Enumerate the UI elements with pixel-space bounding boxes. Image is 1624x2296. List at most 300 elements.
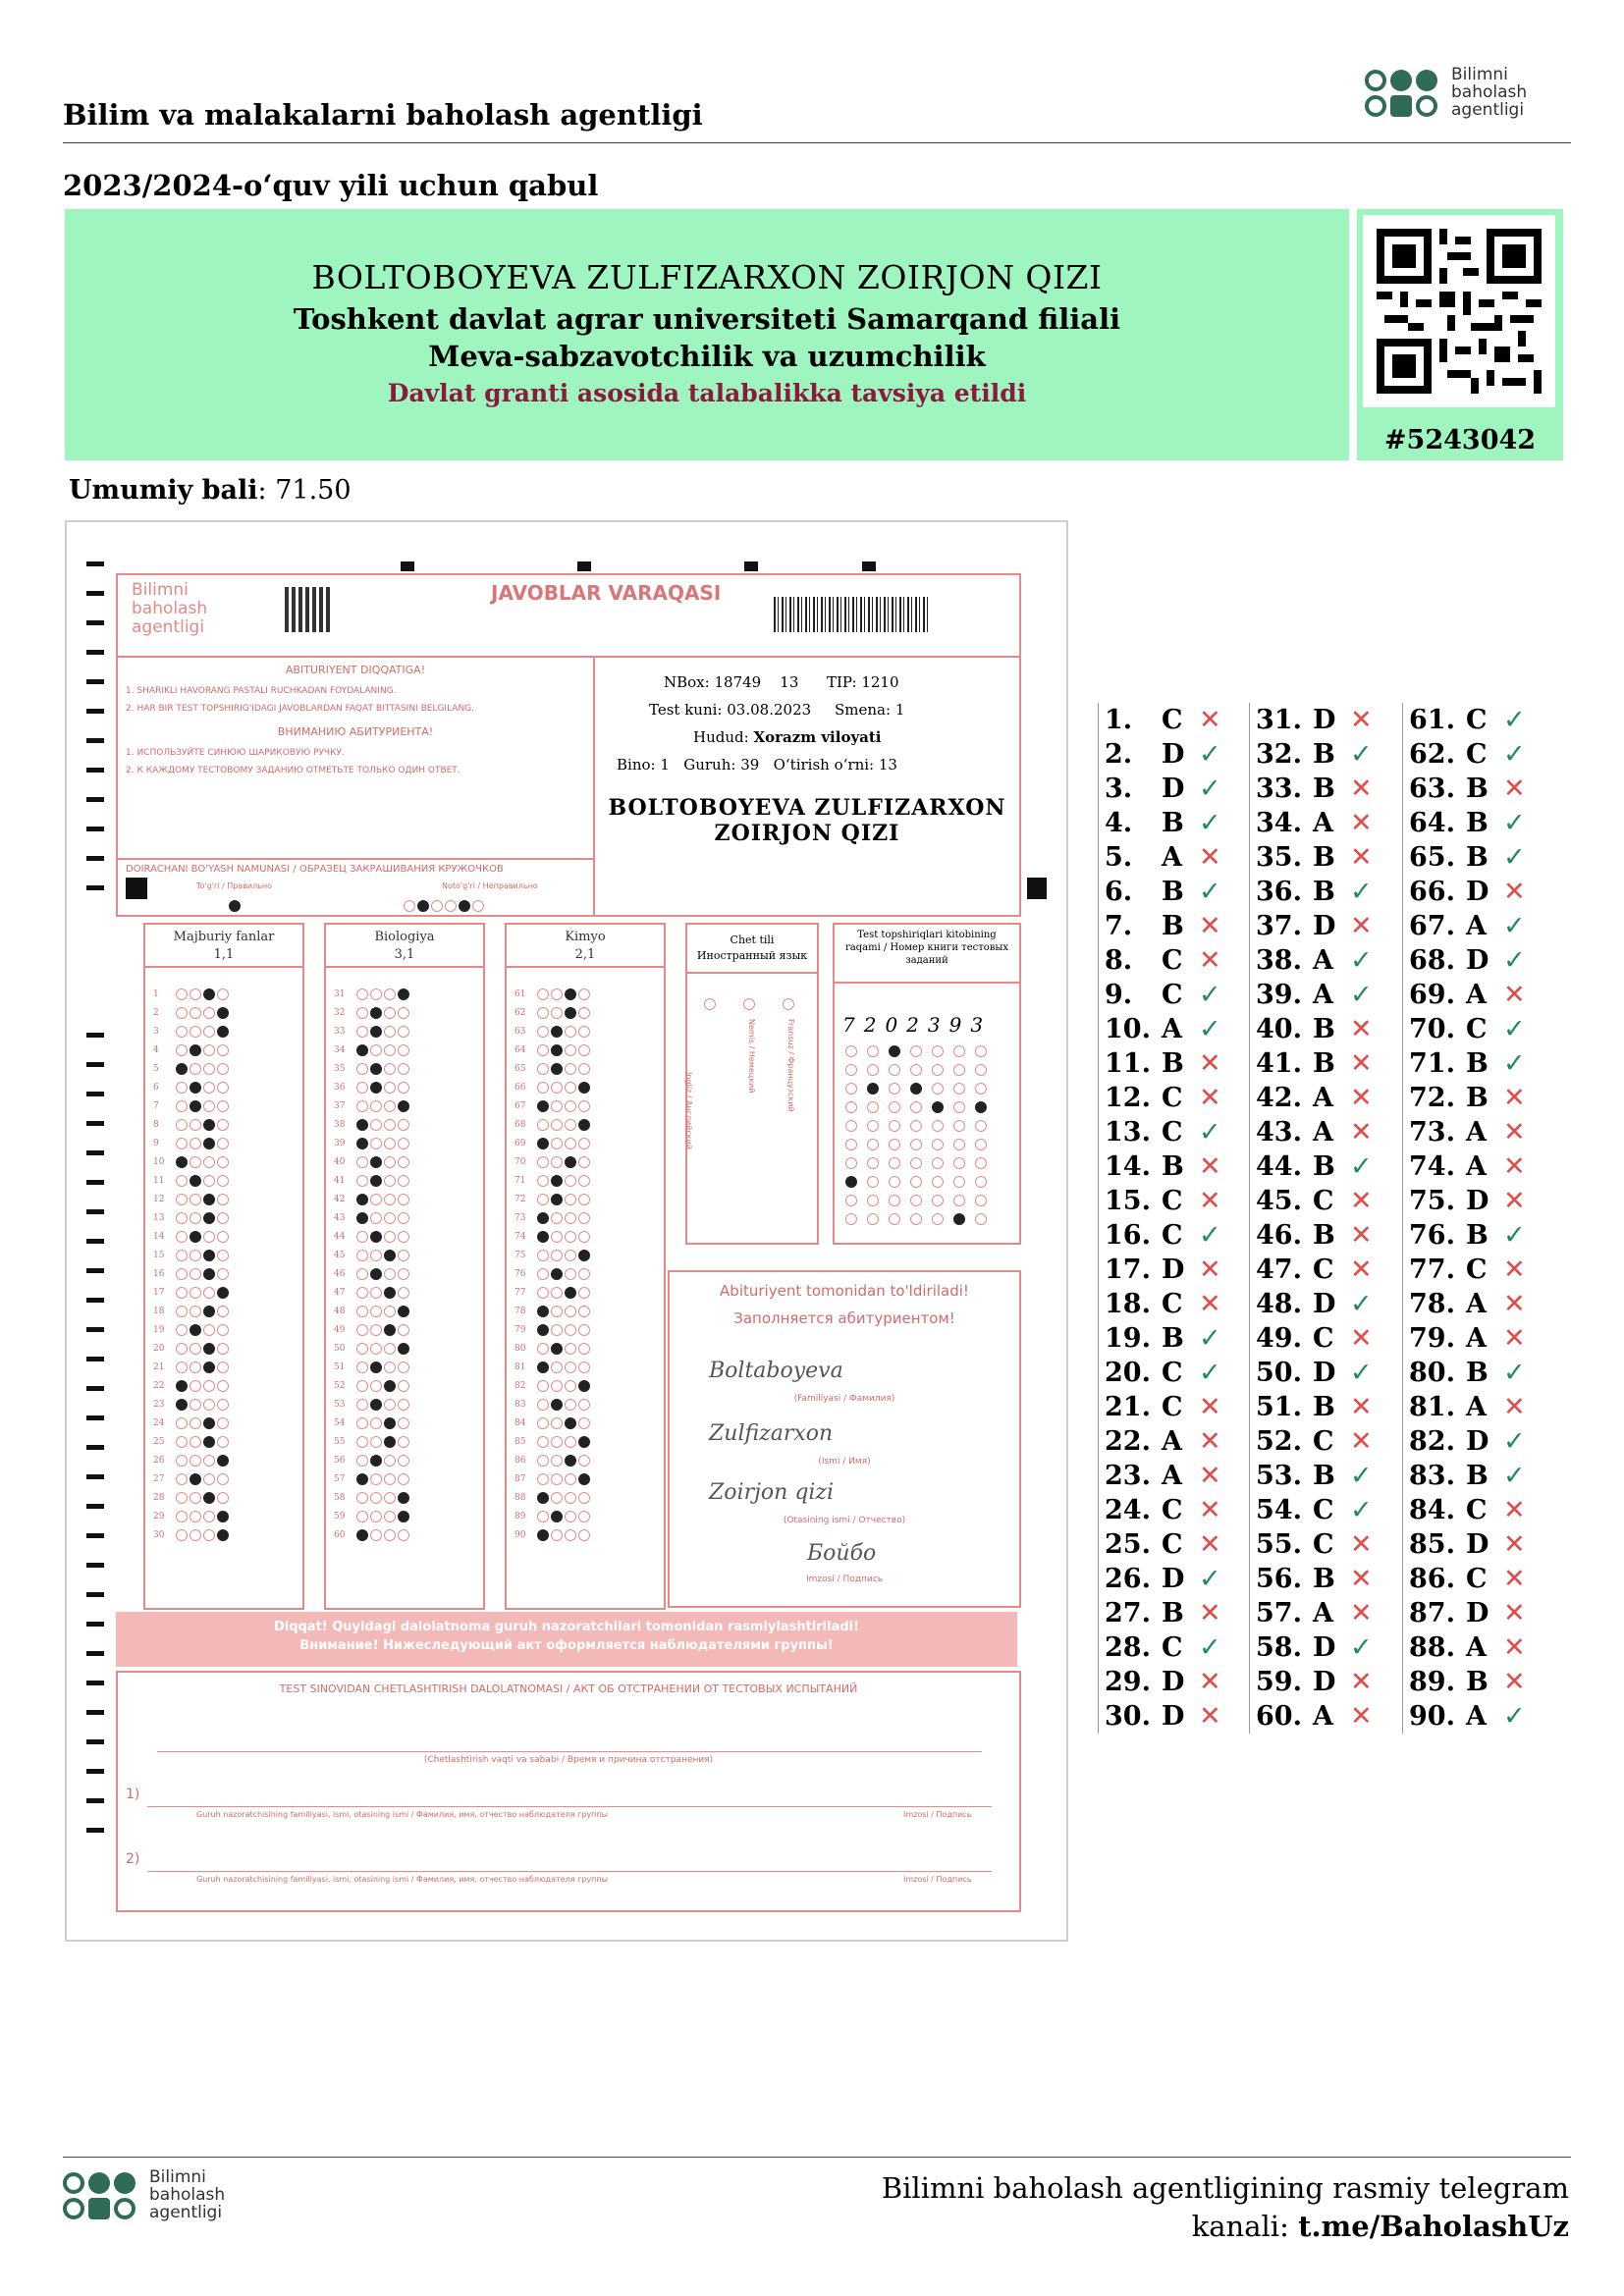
answer-bubble [189, 1156, 201, 1168]
answer-bubble [217, 1343, 229, 1355]
answer-bubble [384, 1138, 396, 1149]
check-icon: ✓ [1350, 739, 1373, 770]
sheet-name-line: ZOIRJON QIZI [714, 821, 900, 846]
answer-bubble [189, 1306, 201, 1317]
answer-bubble [217, 1026, 229, 1038]
bubble-row: 36 [326, 1079, 483, 1097]
question-number: 43. [1256, 1117, 1302, 1148]
answer-bubble [370, 1380, 382, 1392]
chosen-answer: D [1466, 877, 1489, 907]
answer-bubble [189, 1194, 201, 1205]
answer-bubble [551, 1026, 563, 1038]
answer-bubble [398, 1156, 409, 1168]
timing-mark [86, 797, 104, 802]
answer-bubble [356, 1362, 368, 1373]
qr-code-icon[interactable] [1363, 215, 1555, 407]
answer-bubble [398, 1138, 409, 1149]
answer-row [1403, 1287, 1550, 1321]
act-supervisor-2: 2) [126, 1851, 140, 1867]
answer-bubble [356, 1250, 368, 1261]
answer-bubble [176, 988, 188, 1000]
answer-bubble [551, 1044, 563, 1056]
check-icon: ✓ [1350, 1151, 1373, 1182]
answer-row [1250, 1149, 1397, 1184]
barcode-icon [774, 597, 931, 632]
admission-year: 2023/2024-o‘quv yili uchun qabul [63, 169, 599, 202]
bubble-row: 27 [145, 1470, 302, 1489]
question-number: 77. [1409, 1255, 1455, 1285]
answer-bubble [384, 1044, 396, 1056]
tip-value: 1210 [861, 673, 899, 691]
answer-bubble [217, 1324, 229, 1336]
answer-bubble [551, 1362, 563, 1373]
answer-bubble [384, 1436, 396, 1448]
question-number: 49. [1256, 1323, 1302, 1354]
check-icon: ✓ [1199, 1220, 1221, 1251]
check-icon: ✓ [1503, 1220, 1526, 1251]
answer-bubble [398, 1175, 409, 1187]
chosen-answer: B [1466, 1083, 1489, 1113]
answer-bubble [578, 1194, 590, 1205]
bubble-row: 14 [145, 1228, 302, 1247]
question-number: 42. [1256, 1083, 1302, 1113]
answer-row [1403, 978, 1550, 1012]
timing-mark [86, 1121, 104, 1126]
logo-mark-icon [63, 2172, 135, 2219]
chosen-answer: D [1313, 705, 1336, 735]
answer-row [1099, 875, 1246, 909]
rule-2: 2. HAR BIR TEST TOPSHIRIG'IDAGI JAVOBLARDAN FAQAT BITTASINI BELGILANG. [126, 704, 475, 714]
answer-row [1099, 1149, 1246, 1184]
sheet-header [116, 573, 1021, 658]
question-number: 63. [1409, 774, 1455, 804]
bubble-row: 20 [145, 1340, 302, 1359]
answer-bubble [384, 1231, 396, 1243]
question-number: 4. [1105, 808, 1133, 838]
answer-bubble [537, 1380, 549, 1392]
sign-label: Imzosi / Подпись [903, 1875, 972, 1884]
question-number: 14. [1105, 1151, 1151, 1182]
answer-row [1250, 875, 1397, 909]
question-number: 3. [1105, 774, 1133, 804]
bubble-row: 15 [145, 1247, 302, 1265]
bubble-row: 80 [507, 1340, 664, 1359]
book-number-box [833, 923, 1021, 1245]
timing-mark [86, 650, 104, 655]
answer-bubble [217, 1436, 229, 1448]
answer-bubble [551, 1529, 563, 1541]
answer-row [1250, 1218, 1397, 1253]
question-number: 13. [1105, 1117, 1151, 1148]
question-number: 85. [1409, 1529, 1455, 1560]
chosen-answer: B [1313, 1461, 1335, 1491]
timing-mark [862, 561, 876, 571]
answer-bubble [356, 1175, 368, 1187]
answer-bubble [356, 1324, 368, 1336]
answer-bubble [189, 1492, 201, 1504]
answer-bubble [537, 1399, 549, 1411]
answer-bubble [565, 1250, 576, 1261]
answer-bubble [356, 1156, 368, 1168]
chosen-answer: C [1466, 739, 1488, 770]
answer-bubble [356, 1138, 368, 1149]
answer-bubble [370, 1212, 382, 1224]
answer-row [1250, 703, 1397, 737]
timing-mark [86, 1268, 104, 1273]
timing-mark [86, 620, 104, 625]
answer-bubble [370, 1436, 382, 1448]
answer-bubble [203, 1529, 215, 1541]
answer-bubble [537, 1324, 549, 1336]
bubble-row: 3 [145, 1023, 302, 1041]
logo-line: baholash [149, 2184, 226, 2205]
cross-icon: ✕ [1503, 1392, 1526, 1422]
question-number: 89. [1409, 1667, 1455, 1697]
question-number: 56. [1256, 1564, 1302, 1594]
answer-bubble [578, 1343, 590, 1355]
answer-bubble [578, 1436, 590, 1448]
bubble-row: 8 [145, 1116, 302, 1135]
chosen-answer: A [1466, 1632, 1487, 1663]
bubble-row: 63 [507, 1023, 664, 1041]
answer-bubble [370, 1007, 382, 1019]
check-icon: ✓ [1503, 705, 1526, 735]
answer-bubble [203, 1082, 215, 1094]
timing-mark [86, 1209, 104, 1214]
chosen-answer: C [1313, 1186, 1334, 1216]
answer-bubble [356, 1455, 368, 1467]
cross-icon: ✕ [1199, 705, 1221, 735]
answer-bubble [565, 988, 576, 1000]
answer-row [1250, 1562, 1397, 1596]
timing-mark [86, 1033, 104, 1038]
answer-bubble [578, 1007, 590, 1019]
timing-mark [86, 1327, 104, 1332]
cross-icon: ✕ [1199, 1495, 1221, 1525]
answer-row [1250, 806, 1397, 840]
question-number: 28. [1105, 1632, 1151, 1663]
bubble-row: 76 [507, 1265, 664, 1284]
bubble-row: 83 [507, 1396, 664, 1415]
timing-mark [86, 827, 104, 831]
book-number-grid [840, 1041, 992, 1227]
check-icon: ✓ [1199, 980, 1221, 1010]
chosen-answer: A [1466, 1289, 1487, 1319]
chosen-answer: B [1313, 774, 1335, 804]
chosen-answer: B [1162, 911, 1184, 941]
chosen-answer: A [1466, 1392, 1487, 1422]
chosen-answer: C [1162, 1289, 1183, 1319]
answer-bubble [565, 1175, 576, 1187]
cross-icon: ✕ [1350, 774, 1373, 804]
timing-mark [86, 1563, 104, 1568]
chosen-answer: C [1466, 1014, 1488, 1044]
answer-row [1099, 1081, 1246, 1115]
handwritten-patronym: Zoirjon qizi [709, 1480, 835, 1505]
cross-icon: ✕ [1199, 1529, 1221, 1560]
answer-bubble [189, 1362, 201, 1373]
bubble-row: 64 [507, 1041, 664, 1060]
cross-icon: ✕ [1350, 1598, 1373, 1629]
cross-icon: ✕ [1199, 1289, 1221, 1319]
answer-bubble [189, 1007, 201, 1019]
cross-icon: ✕ [1503, 1598, 1526, 1629]
chosen-answer: C [1162, 980, 1183, 1010]
answer-row [1403, 1562, 1550, 1596]
answer-bubble [176, 1156, 188, 1168]
answer-row [1099, 978, 1246, 1012]
sample-wrong: Noto'g'ri / Неправильно [442, 881, 538, 890]
answer-bubble [370, 1175, 382, 1187]
answer-bubble [356, 1492, 368, 1504]
answer-bubble [398, 1343, 409, 1355]
check-icon: ✓ [1503, 1426, 1526, 1457]
answer-bubble [398, 988, 409, 1000]
chosen-answer: D [1313, 1358, 1336, 1388]
telegram-link[interactable]: t.me/BaholashUz [1298, 2210, 1569, 2244]
cross-icon: ✕ [1503, 1564, 1526, 1594]
bubble-row: 24 [145, 1415, 302, 1433]
certificate-id: #5243042 [1383, 425, 1537, 455]
answer-row [1099, 1287, 1246, 1321]
answer-bubble [551, 1399, 563, 1411]
bubble-row: 56 [326, 1452, 483, 1470]
answer-bubble [370, 1492, 382, 1504]
answer-bubble [578, 1287, 590, 1299]
act-reason: (Chetlashtirish vaqti va sababi / Время и причина отстранения) [423, 1755, 714, 1765]
check-icon: ✓ [1199, 739, 1221, 770]
answer-bubble [537, 1007, 549, 1019]
answer-bubble [398, 1436, 409, 1448]
bubble-row: 38 [326, 1116, 483, 1135]
cross-icon: ✕ [1350, 1323, 1373, 1354]
answer-row [1250, 1630, 1397, 1665]
answer-row [1403, 1596, 1550, 1630]
answer-row [1250, 1012, 1397, 1046]
score-value: 71.50 [275, 475, 352, 506]
answer-bubble [537, 1287, 549, 1299]
bubble-row: 71 [507, 1172, 664, 1191]
answer-row [1099, 806, 1246, 840]
answer-row [1250, 1081, 1397, 1115]
subject-code: 1,1 [213, 947, 235, 962]
logo-line: baholash [1451, 81, 1528, 102]
answer-bubble [398, 1455, 409, 1467]
handwritten-firstname: Zulfizarxon [709, 1421, 834, 1446]
chosen-answer: B [1466, 1358, 1489, 1388]
answer-bubble [176, 1529, 188, 1541]
question-number: 52. [1256, 1426, 1302, 1457]
answer-row [1403, 1356, 1550, 1390]
answer-bubble [551, 1417, 563, 1429]
chosen-answer: C [1466, 705, 1488, 735]
timing-mark [86, 1298, 104, 1303]
answer-row [1099, 1184, 1246, 1218]
check-icon: ✓ [1199, 1014, 1221, 1044]
answer-bubble [189, 1343, 201, 1355]
cross-icon: ✕ [1199, 911, 1221, 941]
answer-bubble [551, 1324, 563, 1336]
answer-bubble [370, 1399, 382, 1411]
timing-mark [86, 1681, 104, 1685]
cross-icon: ✕ [1350, 1014, 1373, 1044]
answer-row [1099, 840, 1246, 875]
answer-bubble [217, 1268, 229, 1280]
chosen-answer: D [1162, 1564, 1185, 1594]
answer-bubble [537, 988, 549, 1000]
check-icon: ✓ [1503, 911, 1526, 941]
bubble-row: 28 [145, 1489, 302, 1508]
answer-bubble [398, 1212, 409, 1224]
answer-row [1403, 1115, 1550, 1149]
cross-icon: ✕ [1350, 1392, 1373, 1422]
question-number: 45. [1256, 1186, 1302, 1216]
question-number: 90. [1409, 1701, 1455, 1732]
answer-row [1403, 1184, 1550, 1218]
answer-bubble [356, 1287, 368, 1299]
bubble-row: 40 [326, 1153, 483, 1172]
answer-bubble [356, 1007, 368, 1019]
bubble-row: 23 [145, 1396, 302, 1415]
answer-bubble [176, 1044, 188, 1056]
answer-bubble [578, 1082, 590, 1094]
answer-row [1403, 1630, 1550, 1665]
cross-icon: ✕ [1503, 1495, 1526, 1525]
answer-bubble [189, 1026, 201, 1038]
answer-bubble [370, 1044, 382, 1056]
answer-bubble [176, 1175, 188, 1187]
answer-row [1250, 1390, 1397, 1424]
answer-row [1250, 943, 1397, 978]
timing-mark [86, 1415, 104, 1420]
answer-row [1250, 1665, 1397, 1699]
answer-bubble [356, 1119, 368, 1131]
timing-mark [86, 1062, 104, 1067]
answer-bubble [384, 1287, 396, 1299]
answer-row [1403, 1699, 1550, 1734]
question-number: 22. [1105, 1426, 1151, 1457]
sheet-logo-line: baholash [132, 599, 208, 618]
answer-row [1403, 1390, 1550, 1424]
answer-bubble [578, 1268, 590, 1280]
cross-icon: ✕ [1350, 1186, 1373, 1216]
notice-text-ru: Внимание! Нижеследующий акт оформляется наблюдателями группы! [299, 1638, 834, 1653]
answer-bubble [384, 1455, 396, 1467]
bubble-row: 67 [507, 1097, 664, 1116]
answer-bubble [217, 1511, 229, 1522]
answer-bubble [565, 1044, 576, 1056]
lang-english: Ingliz / Английский [684, 1072, 693, 1149]
answer-bubble [356, 1417, 368, 1429]
chosen-answer: B [1162, 808, 1184, 838]
answer-bubble [356, 1231, 368, 1243]
timing-mark [86, 1180, 104, 1185]
answer-row [1250, 1527, 1397, 1562]
answer-bubble [203, 1044, 215, 1056]
answer-row [1099, 943, 1246, 978]
answer-bubble [551, 1138, 563, 1149]
answer-bubble [384, 1100, 396, 1112]
answer-row [1250, 1321, 1397, 1356]
answer-bubble [537, 1175, 549, 1187]
answer-bubble [189, 1380, 201, 1392]
answer-bubble [217, 1287, 229, 1299]
bubble-row: 53 [326, 1396, 483, 1415]
bubble-row: 52 [326, 1377, 483, 1396]
answer-bubble [370, 1082, 382, 1094]
answer-bubble [217, 1362, 229, 1373]
footer-divider [63, 2157, 1571, 2158]
bubble-row: 30 [145, 1526, 302, 1545]
answer-bubble [189, 1250, 201, 1261]
answer-bubble [398, 1473, 409, 1485]
chosen-answer: B [1313, 739, 1335, 770]
chosen-answer: A [1466, 1151, 1487, 1182]
answer-bubble [356, 1044, 368, 1056]
question-number: 17. [1105, 1255, 1151, 1285]
answer-bubble [578, 1362, 590, 1373]
answer-row [1099, 1665, 1246, 1699]
chosen-answer: C [1162, 1220, 1183, 1251]
answer-bubble [537, 1063, 549, 1075]
chosen-answer: D [1162, 1701, 1185, 1732]
bubble-row: 75 [507, 1247, 664, 1265]
answer-bubble [384, 1324, 396, 1336]
cross-icon: ✕ [1503, 1323, 1526, 1354]
answer-bubble [370, 1026, 382, 1038]
cross-icon: ✕ [1350, 705, 1373, 735]
answer-bubble [176, 1492, 188, 1504]
test-day-label: Test kuni: [649, 701, 723, 719]
answer-bubble [189, 1417, 201, 1429]
answer-bubble [551, 1212, 563, 1224]
answer-row [1403, 1081, 1550, 1115]
bubble-row: 44 [326, 1228, 483, 1247]
question-number: 75. [1409, 1186, 1455, 1216]
answer-bubble [398, 1399, 409, 1411]
answer-row [1250, 772, 1397, 806]
handwritten-surname: Boltaboyeva [709, 1359, 843, 1383]
chosen-answer: D [1313, 911, 1336, 941]
timing-mark [86, 679, 104, 684]
bubble-row: 82 [507, 1377, 664, 1396]
chosen-answer: A [1313, 980, 1333, 1010]
cross-icon: ✕ [1350, 1220, 1373, 1251]
chosen-answer: D [1162, 1255, 1185, 1285]
header-divider [63, 142, 1571, 143]
attention-heading: ABITURIYENT DIQQATIGA! [285, 664, 426, 676]
smena-value: 1 [894, 701, 905, 719]
answer-bubble [551, 1511, 563, 1522]
answer-bubble [189, 1455, 201, 1467]
answer-bubble [176, 1287, 188, 1299]
answer-row [1250, 737, 1397, 772]
answer-row [1403, 943, 1550, 978]
answer-bubble [384, 1492, 396, 1504]
bubble-row: 41 [326, 1172, 483, 1191]
answer-bubble [384, 1417, 396, 1429]
answer-bubble [189, 1175, 201, 1187]
timing-mark [86, 1651, 104, 1656]
answer-bubble [203, 1063, 215, 1075]
check-icon: ✓ [1199, 1564, 1221, 1594]
bubble-row: 42 [326, 1191, 483, 1209]
answer-bubble [398, 1511, 409, 1522]
question-number: 23. [1105, 1461, 1151, 1491]
answer-bubble [176, 1138, 188, 1149]
question-number: 55. [1256, 1529, 1302, 1560]
question-number: 2. [1105, 739, 1133, 770]
